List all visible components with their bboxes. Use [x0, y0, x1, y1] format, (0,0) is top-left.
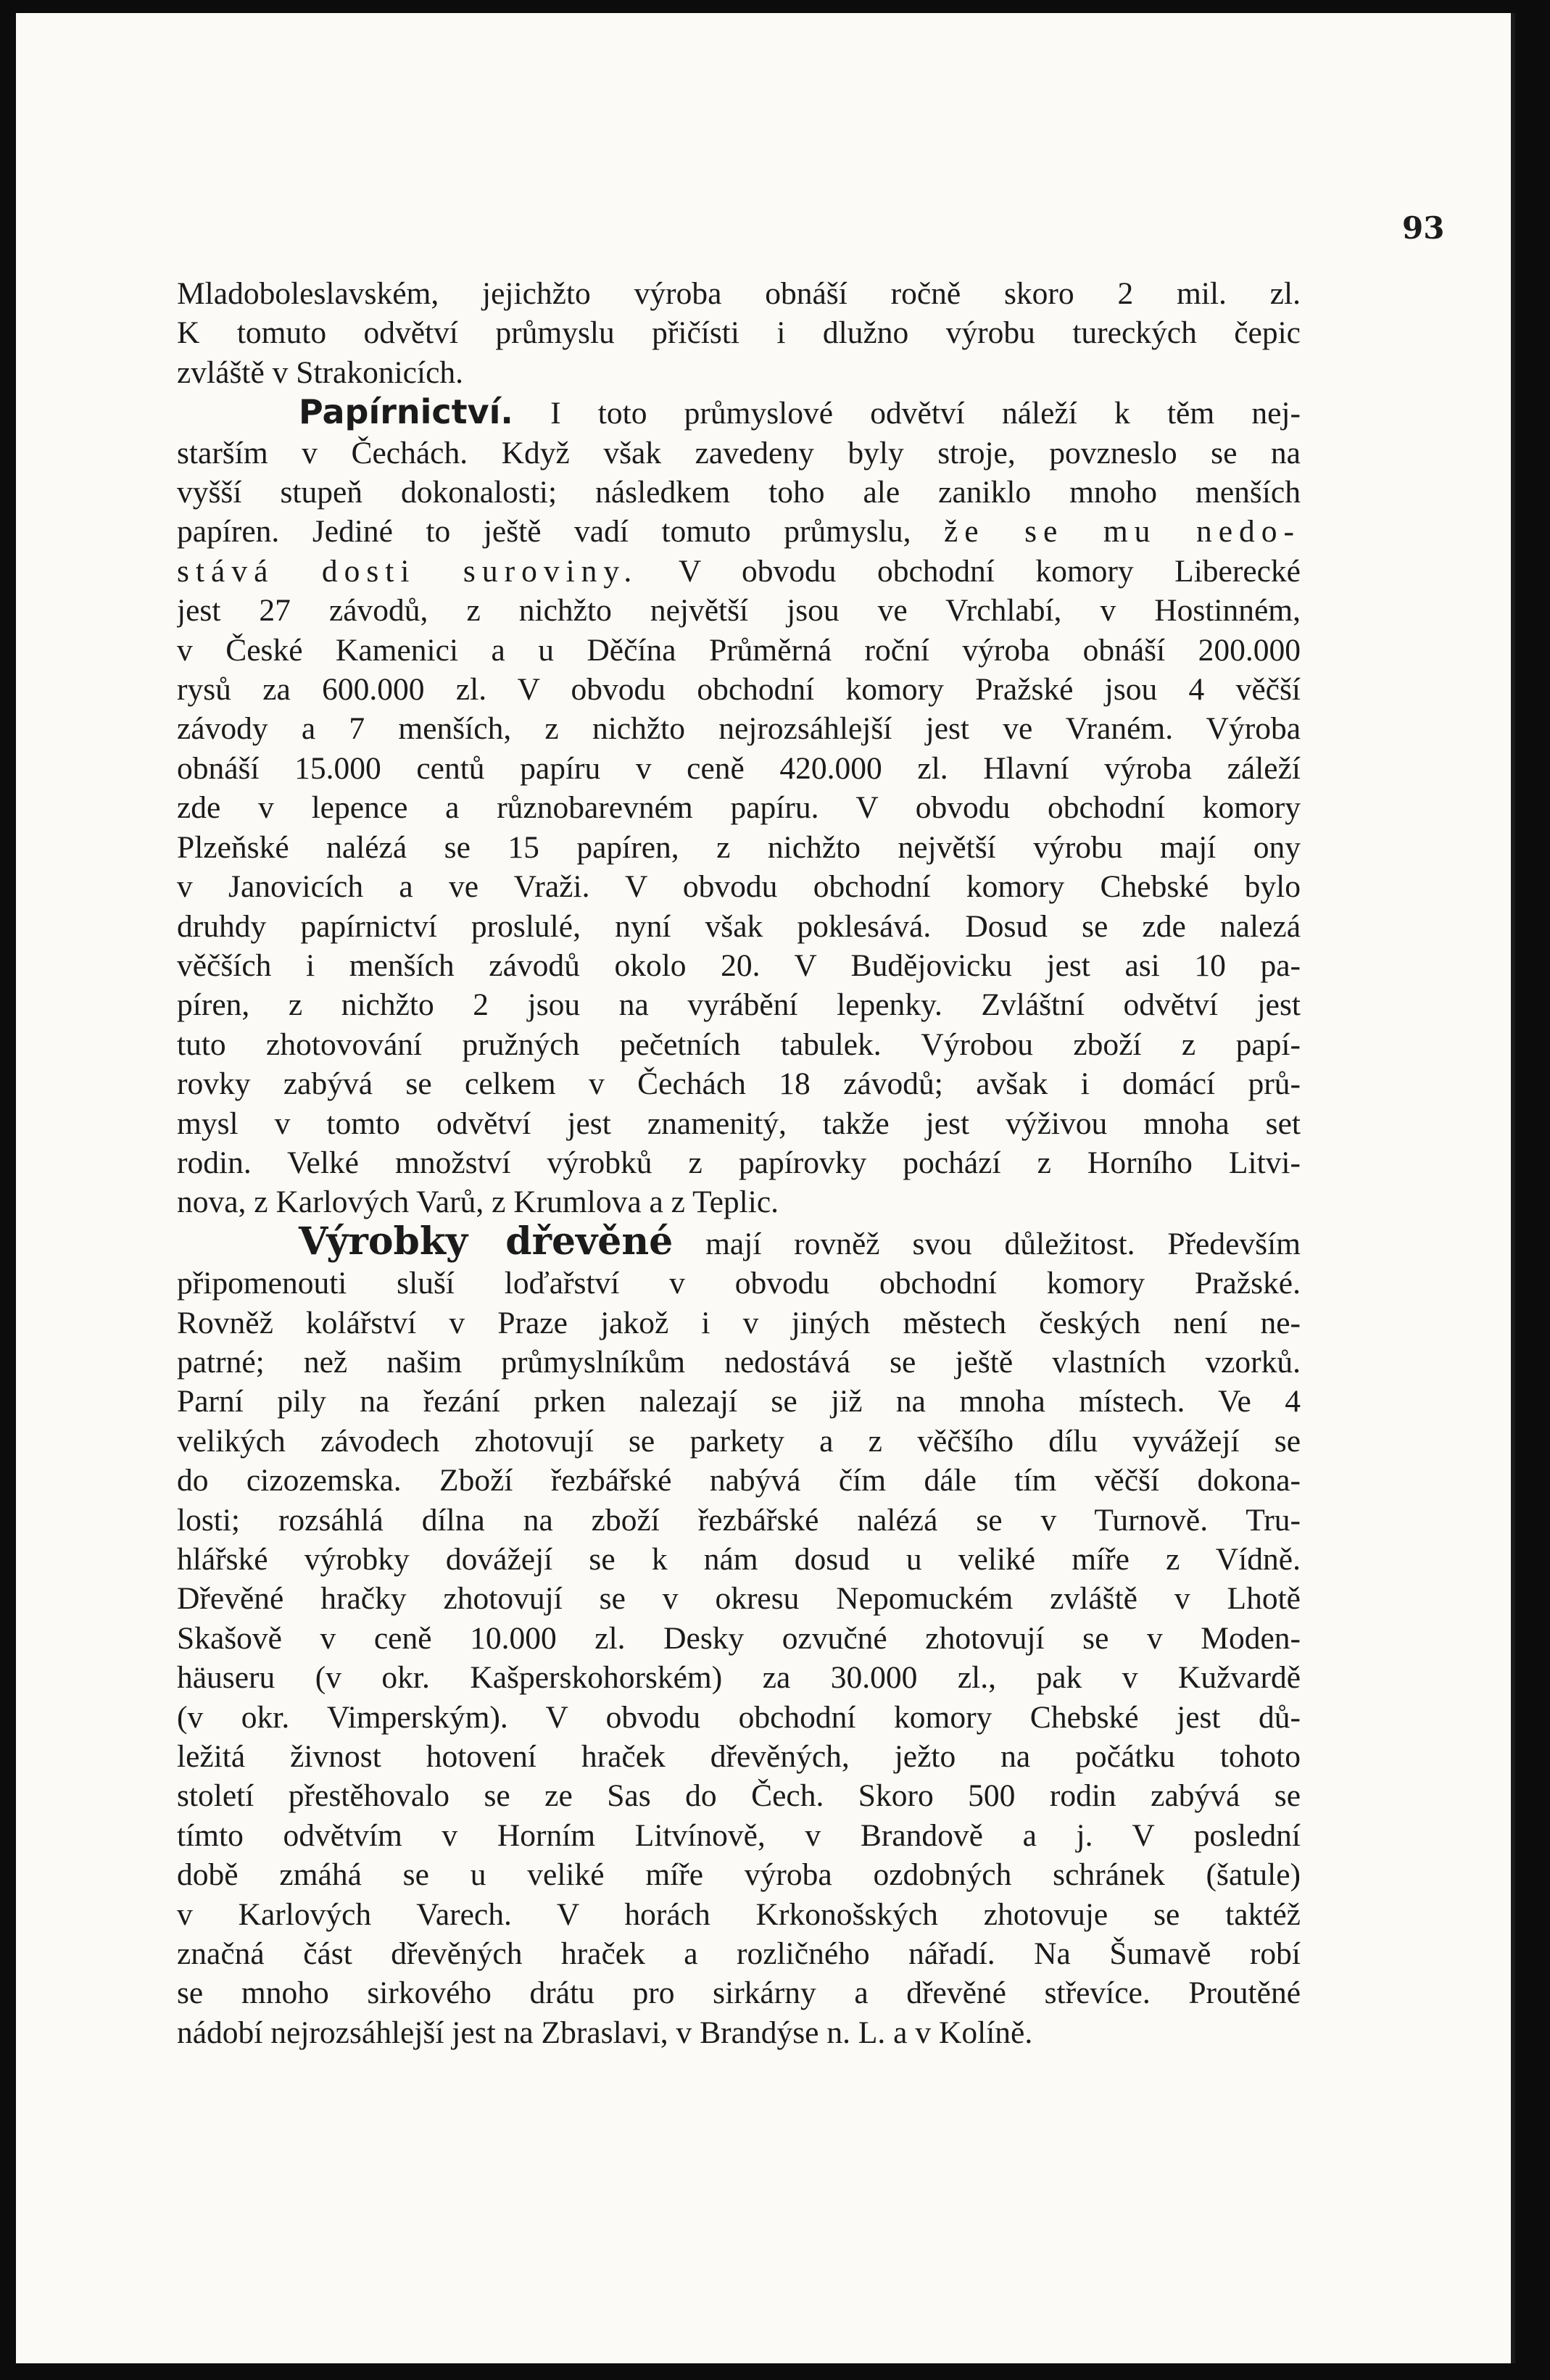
text-line: připomenouti sluší loďařství v obvodu obchodní komory Pražské. — [177, 1266, 1301, 1301]
text-line: häuseru (v okr. Kašperskohorském) za 30.000 zl., pak v Kužvardě — [177, 1660, 1301, 1696]
text-line: tuto zhotovování pružných pečetních tabulek. Výrobou zboží z papí- — [177, 1027, 1301, 1062]
text-span: V obvodu obchodní komory Liberecké — [638, 553, 1301, 589]
text-span: papíren. Jediné to ještě vadí tomuto průmyslu, — [177, 514, 944, 550]
paragraph-vyrobky-drevene — [177, 1222, 1301, 2053]
text-line: Rovněž kolářství v Praze jakož i v jiných městech českých není ne- — [177, 1305, 1301, 1340]
text-line: patrné; než našim průmyslníkům nedostává se ještě vlastních vzorků. — [177, 1344, 1301, 1380]
text-line: jest 27 závodů, z nichžto největší jsou ve Vrchlabí, v Hostinném, — [177, 593, 1301, 629]
section-heading-vyrobky-drevene: Výrobky dřevěné — [299, 1222, 674, 1264]
emphasized-text: že se mu nedo- — [943, 514, 1301, 550]
text-line: rovky zabývá se celkem v Čechách 18 závodů; avšak i domácí prů- — [177, 1066, 1301, 1102]
text-line — [177, 512, 1301, 551]
text-line: v České Kamenici a u Děčína Průměrná roční výroba obnáší 200.000 — [177, 632, 1301, 668]
paragraph-1 — [177, 274, 1301, 392]
text-line: Skašově v ceně 10.000 zl. Desky ozvučné zhotovují se v Moden- — [177, 1620, 1301, 1656]
text-line: mysl v tomto odvětví jest znamenitý, takže jest výživou mnoha set — [177, 1106, 1301, 1141]
text-span: I toto průmyslové odvětví náleží k těm nej- — [550, 396, 1301, 431]
body-text — [177, 274, 1301, 2052]
text-line: ležitá živnost hotovení hraček dřevěných, ježto na počátku tohoto — [177, 1739, 1301, 1775]
text-line: zde v lepence a různobarevném papíru. V obvodu obchodní komory — [177, 790, 1301, 826]
text-line: se mnoho sirkového drátu pro sirkárny a dřevěné střevíce. Proutěné — [177, 1975, 1301, 2011]
text-line: druhdy papírnictví proslulé, nyní však poklesává. Dosud se zde nalezá — [177, 908, 1301, 944]
text-line: obnáší 15.000 centů papíru v ceně 420.000 zl. Hlavní výroba záleží — [177, 750, 1301, 786]
text-line: Dřevěné hračky zhotovují se v okresu Nepomuckém zvláště v Lhotě — [177, 1581, 1301, 1617]
text-line: Parní pily na řezání prken nalezají se již na mnoha místech. Ve 4 — [177, 1384, 1301, 1419]
text-line: nádobí nejrozsáhlejší jest na Zbraslavi, v Brandýse n. L. a v Kolíně. — [177, 2015, 1033, 2050]
text-line: hlářské výrobky dovážejí se k nám dosud u veliké míře z Vídně. — [177, 1542, 1301, 1577]
text-line: nova, z Karlových Varů, z Krumlova a z Teplic. — [177, 1185, 779, 1220]
text-line: století přestěhovalo se ze Sas do Čech. Skoro 500 rodin zabývá se — [177, 1778, 1301, 1814]
text-line: starším v Čechách. Když však zavedeny byly stroje, povzneslo se na — [177, 435, 1301, 470]
text-span: mají rovněž svou důležitost. Především — [673, 1226, 1301, 1261]
text-line: K tomuto odvětví průmyslu přičísti i dlužno výrobu tureckých čepic — [177, 315, 1301, 351]
page-number: 93 — [1402, 210, 1445, 246]
text-line: tímto odvětvím v Horním Litvínově, v Brandově a j. V poslední — [177, 1817, 1301, 1853]
text-line: v Janovicích a ve Vraži. V obvodu obchodní komory Chebské bylo — [177, 869, 1301, 905]
text-line: době zmáhá se u veliké míře výroba ozdobných schránek (šatule) — [177, 1857, 1301, 1893]
text-line: věčších i menších závodů okolo 20. V Budějovicku jest asi 10 pa- — [177, 948, 1301, 983]
text-line — [177, 1222, 1301, 1264]
text-line: rysů za 600.000 zl. V obvodu obchodní komory Pražské jsou 4 věčší — [177, 672, 1301, 708]
text-line: do cizozemska. Zboží řezbářské nabývá čím dále tím věčší dokona- — [177, 1463, 1301, 1498]
paragraph-papirnictvi — [177, 392, 1301, 1222]
text-line: značná část dřevěných hraček a rozličného nářadí. Na Šumavě robí — [177, 1936, 1301, 1972]
text-line — [177, 552, 1301, 591]
text-line: Plzeňské nalézá se 15 papíren, z nichžto největší výrobu mají ony — [177, 829, 1301, 865]
text-line — [177, 392, 1301, 433]
text-line: vyšší stupeň dokonalosti; následkem toho ale zaniklo mnoho menších — [177, 475, 1301, 510]
text-line: Mladoboleslavském, jejichžto výroba obnáší ročně skoro 2 mil. zl. — [177, 276, 1301, 311]
text-line: závody a 7 menších, z nichžto nejrozsáhlejší jest ve Vraném. Výroba — [177, 711, 1301, 747]
text-line: rodin. Velké množství výrobků z papírovky pochází z Horního Litvi- — [177, 1145, 1301, 1180]
text-line: zvláště v Strakonicích. — [177, 354, 464, 390]
text-line: losti; rozsáhlá dílna na zboží řezbářské nalézá se v Turnově. Tru- — [177, 1502, 1301, 1538]
section-heading-papirnictvi: Papírnictví. — [299, 392, 513, 432]
text-line: píren, z nichžto 2 jsou na vyrábění lepenky. Zvláštní odvětví jest — [177, 987, 1301, 1023]
text-line: v Karlových Varech. V horách Krkonošských zhotovuje se taktéž — [177, 1896, 1301, 1932]
book-page — [16, 13, 1515, 2363]
text-line: (v okr. Vimperským). V obvodu obchodní komory Chebské jest dů- — [177, 1699, 1301, 1735]
emphasized-text: stává dosti suroviny. — [177, 553, 639, 589]
text-line: velikých závodech zhotovují se parkety a z věčšího dílu vyvážejí se — [177, 1423, 1301, 1459]
